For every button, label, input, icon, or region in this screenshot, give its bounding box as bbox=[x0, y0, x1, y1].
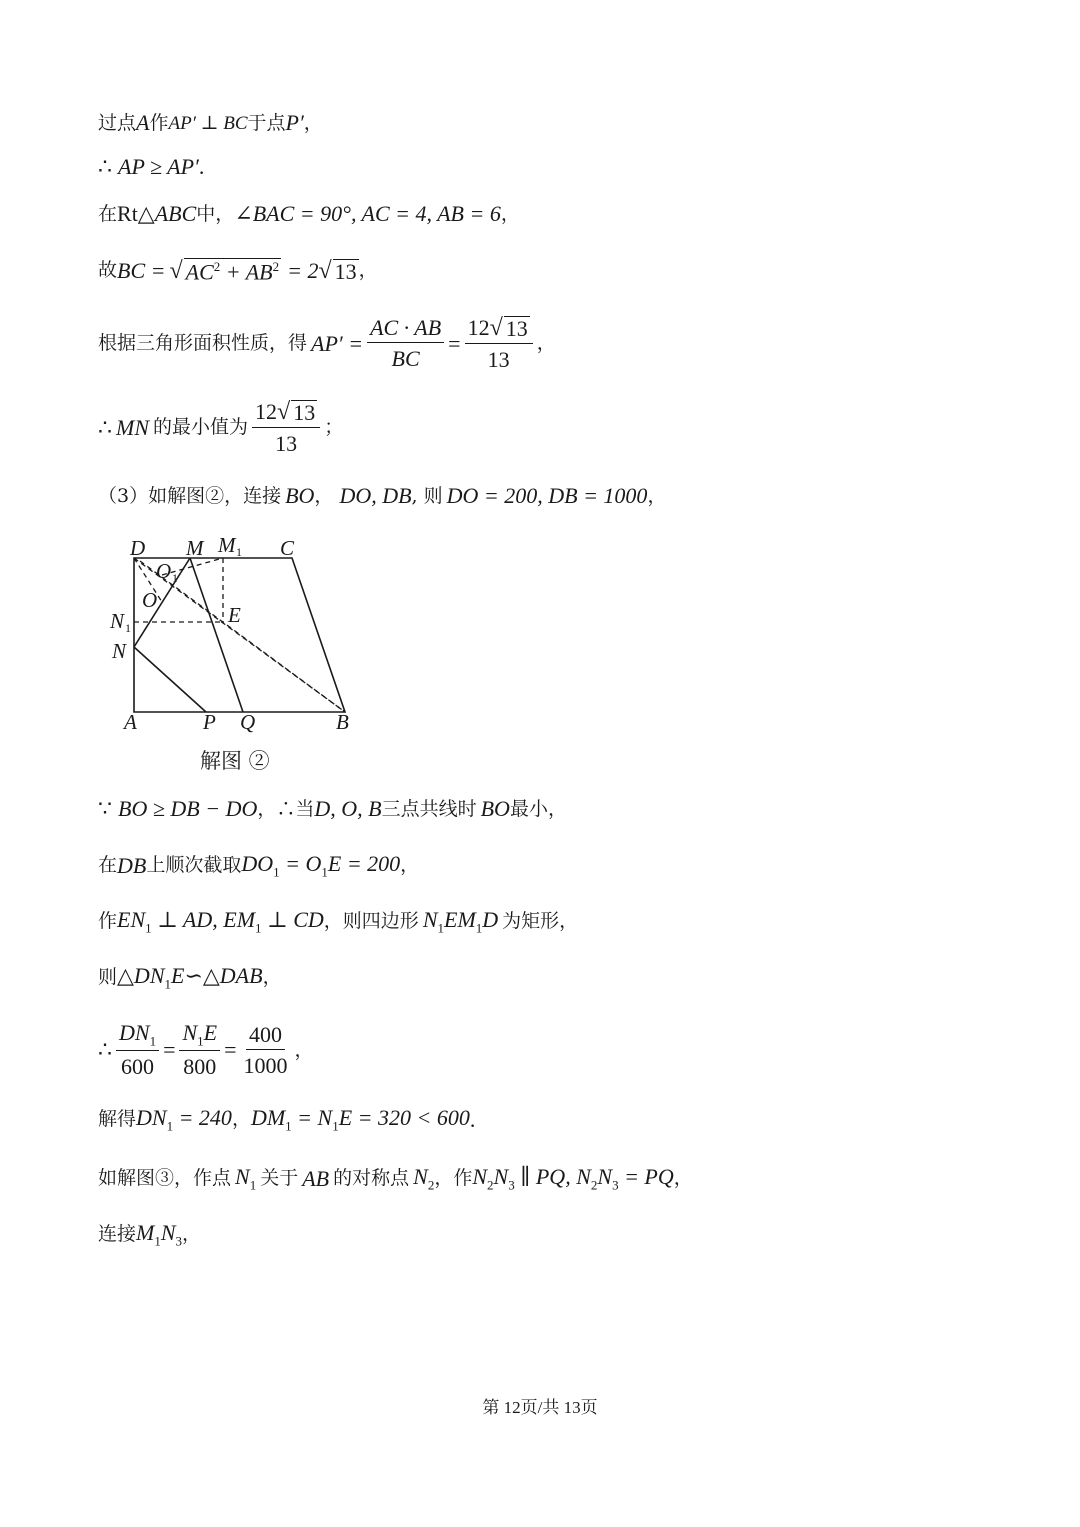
text: . bbox=[469, 1106, 476, 1132]
text: 关于 bbox=[260, 1167, 299, 1190]
text-line-2 bbox=[98, 156, 204, 178]
text: 上顺次截取 bbox=[146, 854, 242, 877]
text: ， bbox=[358, 259, 378, 282]
text: ，∴当 bbox=[257, 797, 315, 820]
label-m1: M bbox=[218, 533, 236, 557]
text: 解得 bbox=[98, 1108, 137, 1131]
text: ， bbox=[294, 1038, 314, 1061]
text: ， bbox=[673, 1167, 693, 1190]
text-line-6 bbox=[98, 400, 343, 455]
text-line-15 bbox=[98, 1222, 201, 1247]
math: BO bbox=[480, 796, 510, 821]
text: . bbox=[198, 154, 205, 179]
fraction: 12 √ 13 13 bbox=[252, 400, 320, 455]
text: ， bbox=[314, 484, 334, 507]
math: $DM_1 = N_1E = 320 < 600$ bbox=[250, 1105, 470, 1134]
text-line-9 bbox=[98, 853, 419, 878]
page-footer: 第 12页/共 13页 bbox=[482, 1398, 598, 1417]
geometry-figure bbox=[100, 525, 380, 775]
math: BO bbox=[285, 483, 315, 508]
label-m1-sub: 1 bbox=[236, 545, 242, 559]
math: ∠BAC = 90°, AC = 4, AB = 6 bbox=[234, 201, 501, 226]
text: 如解图③，作点 bbox=[98, 1167, 232, 1190]
math: = bbox=[224, 1037, 237, 1063]
segment-np bbox=[134, 647, 206, 712]
text: 过点 bbox=[98, 111, 137, 134]
text: 作 bbox=[98, 910, 118, 933]
because-symbol: ∵ bbox=[98, 796, 112, 821]
label-o1-sub: 1 bbox=[172, 571, 178, 585]
text: 作 bbox=[149, 111, 169, 134]
text: 的最小值为 bbox=[153, 416, 249, 438]
text: 连接 bbox=[98, 1223, 137, 1246]
text: ， bbox=[303, 111, 323, 134]
math: $EN_1$ ⊥ AD, $EM_1$ ⊥ CD bbox=[117, 907, 324, 936]
text: 的对称点 bbox=[333, 1167, 410, 1190]
math: = bbox=[448, 330, 461, 356]
math: $\triangle DN_1E∽\triangle DAB$ bbox=[117, 963, 263, 992]
text: ； bbox=[324, 416, 344, 438]
text-line-3 bbox=[98, 203, 520, 225]
label-n1-sub: 1 bbox=[125, 621, 131, 635]
text: 于点 bbox=[247, 111, 286, 134]
math: A bbox=[136, 110, 150, 135]
text-line-1 bbox=[98, 112, 323, 134]
text-line-14 bbox=[98, 1166, 693, 1191]
label-a: A bbox=[124, 710, 137, 734]
text: ，作 bbox=[434, 1167, 473, 1190]
text: 三点共线时 bbox=[381, 797, 477, 820]
math: BC = bbox=[117, 257, 166, 283]
math: DB bbox=[117, 852, 147, 878]
text-line-8 bbox=[98, 798, 567, 820]
math: $DN_1 = 240$ bbox=[136, 1105, 232, 1134]
math: $DO_1 = O_1E = 200$ bbox=[241, 851, 401, 880]
math: $N_1$ bbox=[235, 1164, 257, 1193]
text: 故 bbox=[98, 259, 118, 282]
text-line-4 bbox=[98, 258, 378, 283]
text-line-5 bbox=[98, 316, 556, 371]
label-q: Q bbox=[240, 710, 256, 734]
sqrt-13: √ 13 bbox=[318, 257, 357, 284]
fraction: $\frac{AC \cdot AB}{BC}$ bbox=[367, 317, 444, 370]
math: Rt△ bbox=[117, 201, 155, 226]
segment-mq bbox=[190, 558, 243, 712]
therefore-symbol: ∴ bbox=[98, 414, 112, 440]
label-m: M bbox=[186, 536, 204, 560]
text-line-13 bbox=[98, 1107, 475, 1132]
fraction: 12 √ 13 13 bbox=[465, 316, 533, 371]
text: （3）如解图②，连接 bbox=[98, 484, 282, 507]
math: D, O, B bbox=[314, 796, 382, 821]
text: 中， bbox=[196, 202, 235, 225]
therefore-symbol: ∴ bbox=[98, 1037, 112, 1063]
text: ， bbox=[182, 1223, 202, 1246]
label-e: E bbox=[228, 603, 241, 627]
text-line-11 bbox=[98, 965, 282, 990]
text: ， bbox=[500, 202, 520, 225]
text: ， bbox=[536, 332, 556, 354]
math: AP ≥ AP′ bbox=[118, 154, 199, 179]
text: , 则 bbox=[411, 484, 443, 507]
label-c: C bbox=[280, 536, 295, 560]
math: AP′ ⊥ BC bbox=[168, 112, 248, 134]
text: 根据三角形面积性质，得 bbox=[98, 332, 308, 354]
text: ， bbox=[262, 966, 282, 989]
text-line-12 bbox=[98, 1022, 314, 1078]
fraction: $\frac{N_1E}{800}$ bbox=[179, 1022, 220, 1078]
dashed-db-2 bbox=[140, 561, 345, 712]
label-d: D bbox=[130, 536, 146, 560]
math: = bbox=[163, 1037, 176, 1063]
math: P′ bbox=[285, 110, 304, 135]
text: 则 bbox=[98, 966, 118, 989]
label-o: O bbox=[142, 588, 158, 612]
figure-caption: 解图 ② bbox=[200, 749, 270, 773]
math: BO ≥ DB − DO bbox=[118, 796, 258, 821]
text: 最小， bbox=[509, 797, 567, 820]
math: = 2 bbox=[287, 257, 319, 283]
label-o1: O bbox=[156, 559, 172, 583]
math: DO, DB bbox=[339, 483, 412, 508]
text: 在 bbox=[98, 202, 118, 225]
math: MN bbox=[116, 414, 149, 440]
text: ，则四边形 bbox=[323, 910, 419, 933]
label-p: P bbox=[203, 710, 216, 734]
math: DO = 200, DB = 1000 bbox=[446, 483, 648, 508]
fraction: $\frac{400}{1000}$ bbox=[243, 1021, 288, 1078]
text-line-10 bbox=[98, 909, 578, 934]
text: ， bbox=[647, 484, 667, 507]
math: ABC bbox=[154, 201, 197, 226]
text: 在 bbox=[98, 854, 118, 877]
label-n: N bbox=[112, 639, 127, 663]
text: ， bbox=[231, 1108, 251, 1131]
math: $N_1EM_1D$ bbox=[422, 907, 499, 936]
math: AB bbox=[302, 1165, 330, 1191]
text: ， bbox=[400, 854, 420, 877]
label-n1: N bbox=[110, 609, 125, 633]
label-b: B bbox=[336, 710, 349, 734]
math: $N_2$ bbox=[413, 1164, 435, 1193]
math: $M_1N_3$ bbox=[136, 1220, 183, 1249]
fraction: $\frac{DN_1}{600}$ bbox=[116, 1022, 159, 1078]
text-line-7 bbox=[98, 485, 666, 507]
math: $N_2N_3$ ∥ PQ, $N_2N_3$ = PQ bbox=[472, 1164, 674, 1193]
math: AP′ = bbox=[311, 330, 364, 356]
therefore-symbol: ∴ bbox=[98, 154, 112, 179]
sqrt-expression: √ $AC^2 + AB^2$ bbox=[169, 258, 280, 285]
text: 为矩形， bbox=[502, 910, 579, 933]
